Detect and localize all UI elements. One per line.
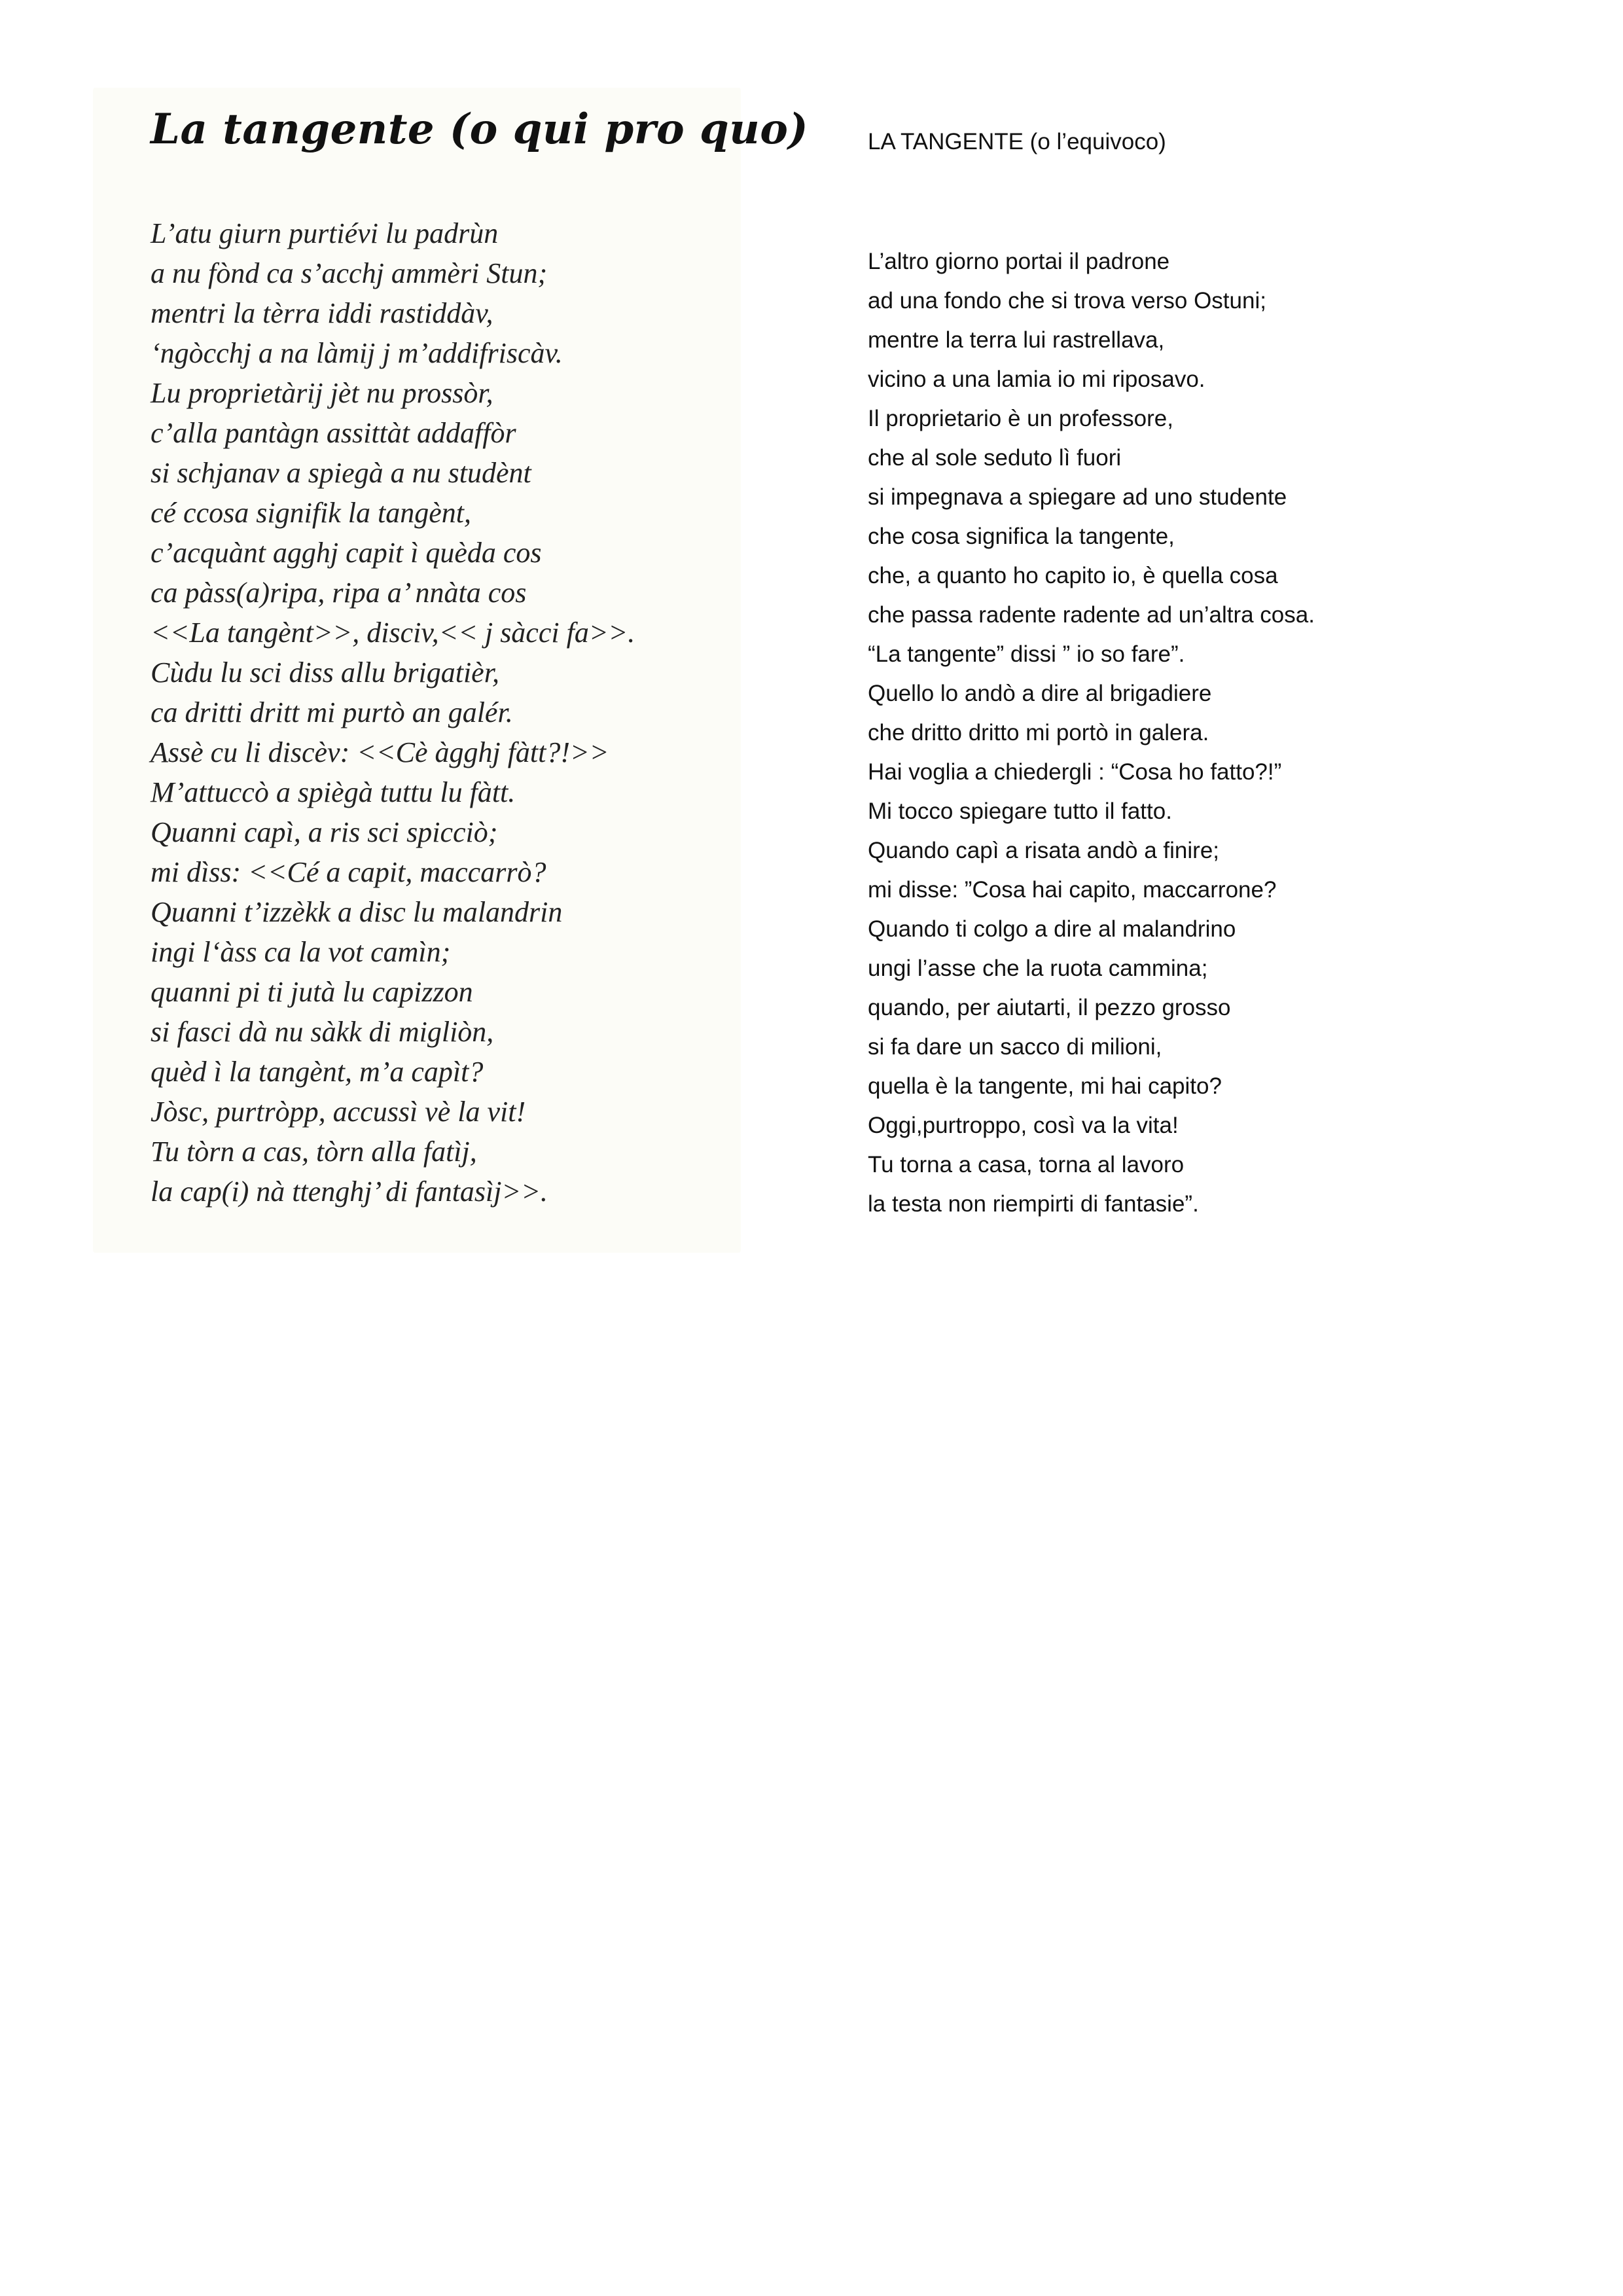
original-poem-line: c’alla pantàgn assittàt addaffòr [151,417,516,449]
original-poem-line: M’attuccò a spiègà tuttu lu fàtt. [151,776,516,808]
translation-line: ungi l’asse che la ruota cammina; [868,956,1208,981]
original-poem-line: quanni pi ti jutà lu capizzon [151,976,473,1008]
original-poem-line: Quanni t’izzèkk a disc lu malandrin [151,896,563,928]
original-poem-line: si fasci dà nu sàkk di migliòn, [151,1016,494,1048]
original-poem-line: cé ccosa signifik la tangènt, [151,497,471,529]
original-poem-line: <<La tangènt>>, disciv,<< j sàcci fa>>. [151,617,635,649]
translation-line: L’altro giorno portai il padrone [868,249,1170,274]
original-poem-line: Lu proprietàrij jèt nu prossòr, [151,377,493,409]
original-poem-line: mentri la tèrra iddi rastiddàv, [151,297,493,329]
original-poem-line: la cap(i) nà ttenghj’ di fantasìj>>. [151,1175,548,1208]
translation-line: che, a quanto ho capito io, è quella cosa [868,563,1278,588]
original-poem-line: Jòsc, purtròpp, accussì vè la vit! [151,1096,526,1128]
original-poem-line: c’acquànt agghj capit ì quèda cos [151,537,542,569]
translation-line: Quando capì a risata andò a finire; [868,838,1220,863]
translation-line: Quello lo andò a dire al brigadiere [868,681,1212,706]
translation-line: Hai voglia a chiedergli : “Cosa ho fatto?!” [868,759,1282,785]
original-poem-line: mi dìss: <<Cé a capit, maccarrò? [151,856,546,888]
original-poem-line: ca dritti dritt mi purtò an galér. [151,696,513,728]
translation-line: quando, per aiutarti, il pezzo grosso [868,995,1231,1020]
translation-title: LA TANGENTE (o l’equivoco) [868,129,1166,154]
translation-line: che passa radente radente ad un’altra cosa. [868,602,1315,628]
translation-line: ad una fondo che si trova verso Ostuni; [868,288,1266,314]
original-poem-line: Tu tòrn a cas, tòrn alla fatìj, [151,1136,477,1168]
original-poem-line: ‘ngòcchj a na làmij j m’addifriscàv. [151,337,563,369]
translation-line: che cosa significa la tangente, [868,524,1175,549]
original-poem-line: L’atu giurn purtiévi lu padrùn [151,217,499,249]
translation-line: la testa non riempirti di fantasie”. [868,1191,1199,1217]
translation-line: che al sole seduto lì fuori [868,445,1122,471]
translation-line: Mi tocco spiegare tutto il fatto. [868,798,1172,824]
translation-line: “La tangente” dissi ” io so fare”. [868,641,1185,667]
translation-lines [868,242,1315,1224]
translation-line: Il proprietario è un professore, [868,406,1173,431]
original-poem-line: a nu fònd ca s’acchj ammèri Stun; [151,257,548,289]
translation-line: che dritto dritto mi portò in galera. [868,720,1209,745]
translation-line: mentre la terra lui rastrellava, [868,327,1165,353]
translation-line: quella è la tangente, mi hai capito? [868,1073,1222,1099]
original-poem-line: ca pàss(a)ripa, ripa a’ nnàta cos [151,577,527,609]
translation-line: si fa dare un sacco di milioni, [868,1034,1162,1060]
translation-line: mi disse: ”Cosa hai capito, maccarrone? [868,877,1277,903]
original-poem-line: Assè cu li discèv: <<Cè àgghj fàtt?!>> [151,736,609,768]
original-poem-line: Quanni capì, a ris sci spicciò; [151,816,498,848]
original-poem-line: Cùdu lu sci diss allu brigatièr, [151,656,499,689]
original-poem-line: ingi l‘àss ca la vot camìn; [151,936,451,968]
original-poem-line: quèd ì la tangènt, m’a capìt? [151,1056,484,1088]
translation-line: Tu torna a casa, torna al lavoro [868,1152,1185,1177]
translation-line: si impegnava a spiegare ad uno studente [868,484,1287,510]
original-poem-lines [151,213,635,1211]
original-poem-title: La tangente (o qui pro quo) [151,105,809,154]
translation-line: vicino a una lamia io mi riposavo. [868,367,1205,392]
translation-line: Oggi,purtroppo, così va la vita! [868,1113,1179,1138]
translation-line: Quando ti colgo a dire al malandrino [868,916,1236,942]
original-poem-line: si schjanav a spiegà a nu studènt [151,457,531,489]
